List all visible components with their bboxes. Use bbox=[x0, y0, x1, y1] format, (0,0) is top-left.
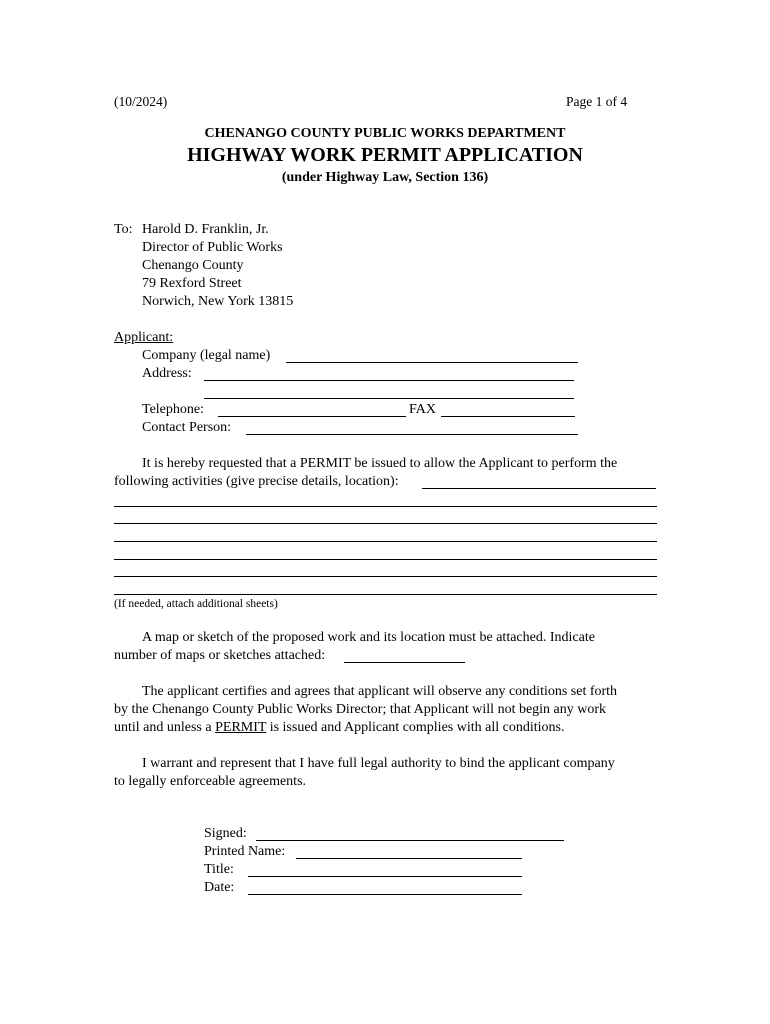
department-name: CHENANGO COUNTY PUBLIC WORKS DEPARTMENT bbox=[204, 126, 566, 141]
attach-sheets-note: (If needed, attach additional sheets) bbox=[114, 598, 278, 610]
activities-field-line1[interactable] bbox=[114, 506, 657, 507]
form-subtitle: (under Highway Law, Section 136) bbox=[281, 170, 489, 185]
activities-field-line6[interactable] bbox=[114, 594, 657, 595]
map-count-field[interactable] bbox=[344, 662, 465, 663]
addressee-city: Norwich, New York 13815 bbox=[142, 294, 294, 309]
contact-person-label: Contact Person: bbox=[142, 420, 232, 435]
activities-intro-line2: following activities (give precise details, location): bbox=[114, 474, 399, 489]
signed-label: Signed: bbox=[204, 826, 247, 841]
signature-field[interactable] bbox=[256, 840, 564, 841]
map-line1: A map or sketch of the proposed work and its location must be attached. Indicate bbox=[142, 630, 595, 645]
warranty-line1: I warrant and represent that I have full legal authority to bind the applicant company bbox=[142, 756, 615, 771]
page-number: Page 1 of 4 bbox=[566, 94, 628, 109]
applicant-heading: Applicant: bbox=[114, 330, 174, 345]
printed-name-label: Printed Name: bbox=[204, 844, 286, 859]
activities-intro-line1: It is hereby requested that a PERMIT be issued to allow the Applicant to perform the bbox=[142, 456, 618, 471]
company-field[interactable] bbox=[286, 362, 578, 363]
addressee-county: Chenango County bbox=[142, 258, 244, 273]
addressee-street: 79 Rexford Street bbox=[142, 276, 242, 291]
printed-name-field[interactable] bbox=[296, 858, 522, 859]
addressee-title: Director of Public Works bbox=[142, 240, 283, 255]
contact-person-field[interactable] bbox=[246, 434, 578, 435]
certification-line1: The applicant certifies and agrees that applicant will observe any conditions set forth bbox=[142, 684, 618, 699]
revision-date: (10/2024) bbox=[114, 94, 168, 109]
address-field-line2[interactable] bbox=[204, 398, 574, 399]
activities-field-line2[interactable] bbox=[114, 523, 657, 524]
map-line2: number of maps or sketches attached: bbox=[114, 648, 326, 663]
date-label: Date: bbox=[204, 880, 235, 895]
activities-field-line5[interactable] bbox=[114, 576, 657, 577]
fax-label: FAX bbox=[409, 402, 436, 417]
addressee-name: Harold D. Franklin, Jr. bbox=[142, 222, 269, 237]
address-label: Address: bbox=[142, 366, 192, 381]
telephone-label: Telephone: bbox=[142, 402, 204, 417]
activities-field-line0[interactable] bbox=[422, 488, 656, 489]
form-title: HIGHWAY WORK PERMIT APPLICATION bbox=[187, 144, 583, 166]
title-label: Title: bbox=[204, 862, 234, 877]
certification-line3: until and unless a PERMIT is issued and Applicant complies with all conditions. bbox=[114, 720, 565, 735]
fax-field[interactable] bbox=[441, 416, 575, 417]
permit-emphasis: PERMIT bbox=[215, 720, 267, 735]
warranty-line2: to legally enforceable agreements. bbox=[114, 774, 307, 789]
certification-line2: by the Chenango County Public Works Director; that Applicant will not begin any work bbox=[114, 702, 607, 717]
activities-field-line4[interactable] bbox=[114, 559, 657, 560]
date-field[interactable] bbox=[248, 894, 522, 895]
to-label: To: bbox=[114, 222, 133, 237]
title-field[interactable] bbox=[248, 876, 522, 877]
telephone-field[interactable] bbox=[218, 416, 406, 417]
address-field-line1[interactable] bbox=[204, 380, 574, 381]
company-label: Company (legal name) bbox=[142, 348, 271, 363]
activities-field-line3[interactable] bbox=[114, 541, 657, 542]
